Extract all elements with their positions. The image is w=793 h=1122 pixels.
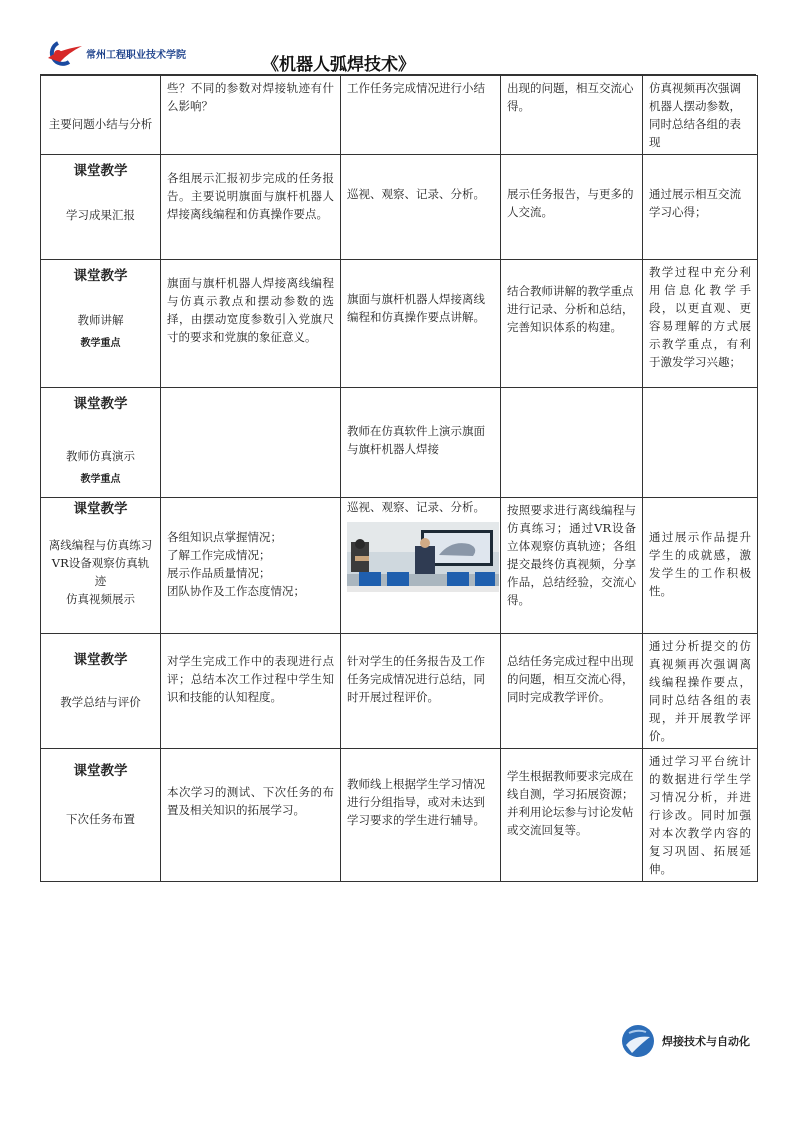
table-row: [41, 155, 758, 260]
content-cell: 各组展示汇报初步完成的任务报告。主要说明旗面与旗杆机器人焊接离线编程和仿真操作要点。: [161, 155, 341, 260]
teacher-activity-text: 巡视、观察、记录、分析。: [347, 500, 485, 514]
table-row: [41, 388, 758, 498]
footer-brand: 焊接技术与自动化: [662, 1035, 750, 1048]
teacher-activity-cell: 巡视、观察、记录、分析。: [341, 155, 501, 260]
design-intent-cell: 仿真视频再次强调机器人摆动参数，同时总结各组的表现: [643, 76, 758, 155]
stage-tag: 教学重点: [80, 474, 121, 485]
stage-title: 课堂教学: [73, 501, 128, 517]
content-cell: 本次学习的测试、下次任务的布置及相关知识的拓展学习。: [161, 749, 341, 882]
stage-subtitle: 教师讲解: [77, 313, 124, 327]
stage-subtitle: 主要问题小结与分析: [48, 117, 153, 131]
content-cell: 对学生完成工作中的表现进行点评；总结本次工作过程中学生知识和技能的认知程度。: [161, 634, 341, 749]
student-activity-cell: 出现的问题，相互交流心得。: [501, 76, 643, 155]
page-title: 《机器人弧焊技术》: [262, 55, 415, 75]
stage-cell: [41, 498, 161, 634]
content-cell: 旗面与旗杆机器人焊接离线编程与仿真示教点和摆动参数的选择，由摆动宽度参数引入党旗尺寸的要求和党旗的象征意义。: [161, 260, 341, 388]
design-intent-cell: 通过分析提交的仿真视频再次强调离线编程操作要点，同时总结各组的表现，并开展教学评价。: [643, 634, 758, 749]
design-intent-cell: [643, 388, 758, 498]
content-cell: [161, 388, 341, 498]
school-name: 常州工程职业技术学院: [86, 50, 186, 61]
student-activity-cell: [501, 388, 643, 498]
stage-title: 课堂教学: [73, 163, 128, 179]
stage-cell: [41, 388, 161, 498]
stage-subtitle: 学习成果汇报: [66, 208, 135, 222]
stage-title: 课堂教学: [73, 652, 128, 668]
student-activity-cell: 总结任务完成过程中出现的问题，相互交流心得，同时完成教学评价。: [501, 634, 643, 749]
school-logo: [44, 40, 84, 68]
student-activity-cell: 结合教师讲解的教学重点进行记录、分析和总结，完善知识体系的构建。: [501, 260, 643, 388]
content-cell: 各组知识点掌握情况； 了解工作完成情况； 展示作品质量情况； 团队协作及工作态度情况；: [161, 498, 341, 634]
classroom-photo: [347, 522, 499, 592]
teacher-activity-cell: 教师线上根据学生学习情况进行分组指导，或对未达到学习要求的学生进行辅导。: [341, 749, 501, 882]
teacher-activity-cell: 旗面与旗杆机器人焊接离线编程和仿真操作要点讲解。: [341, 260, 501, 388]
stage-title: 课堂教学: [73, 268, 128, 284]
content-cell: 些？不同的参数对焊接轨迹有什么影响？: [161, 76, 341, 155]
table-row: [41, 634, 758, 749]
globe-logo-icon: [620, 1023, 656, 1059]
stage-cell: [41, 155, 161, 260]
stage-subtitle: 教学总结与评价: [60, 695, 141, 709]
stage-cell: [41, 260, 161, 388]
student-activity-cell: 学生根据教师要求完成在线自测，学习拓展资源；并利用论坛参与讨论发帖或交流回复等。: [501, 749, 643, 882]
table-row: [41, 498, 758, 634]
table-row: [41, 260, 758, 388]
teacher-activity-cell: [341, 498, 501, 634]
design-intent-cell: 通过展示作品提升学生的成就感，激发学生的工作积极性。: [643, 498, 758, 634]
table-row: [41, 76, 758, 155]
stage-cell: [41, 76, 161, 155]
table-row: [41, 749, 758, 882]
stage-subtitle: 下次任务布置: [66, 812, 135, 826]
stage-title: 课堂教学: [73, 396, 128, 412]
stage-cell: [41, 634, 161, 749]
student-activity-cell: 展示任务报告，与更多的人交流。: [501, 155, 643, 260]
stage-title: 课堂教学: [73, 763, 128, 779]
student-activity-cell: 按照要求进行离线编程与仿真练习；通过VR设备立体观察仿真轨迹；各组提交最终仿真视频，分享作品，总结经验，交流心得。: [501, 498, 643, 634]
design-intent-cell: 教学过程中充分利用信息化教学手段，以更直观、更容易理解的方式展示教学重点，有利于激发学习兴趣；: [643, 260, 758, 388]
design-intent-cell: 通过展示相互交流学习心得；: [643, 155, 758, 260]
teaching-plan-table: [40, 75, 758, 882]
stage-subtitle: 教师仿真演示: [66, 449, 135, 463]
teacher-activity-cell: 教师在仿真软件上演示旗面与旗杆机器人焊接: [341, 388, 501, 498]
stage-cell: [41, 749, 161, 882]
stage-subtitle: 离线编程与仿真练习 VR设备观察仿真轨迹 仿真视频展示: [48, 538, 153, 606]
stage-tag: 教学重点: [80, 338, 121, 349]
teacher-activity-cell: 工作任务完成情况进行小结: [341, 76, 501, 155]
design-intent-cell: 通过学习平台统计的数据进行学生学习情况分析，并进行诊改。同时加强对本次教学内容的复习巩固、拓展延伸。: [643, 749, 758, 882]
teacher-activity-cell: 针对学生的任务报告及工作任务完成情况进行总结，同时开展过程评价。: [341, 634, 501, 749]
